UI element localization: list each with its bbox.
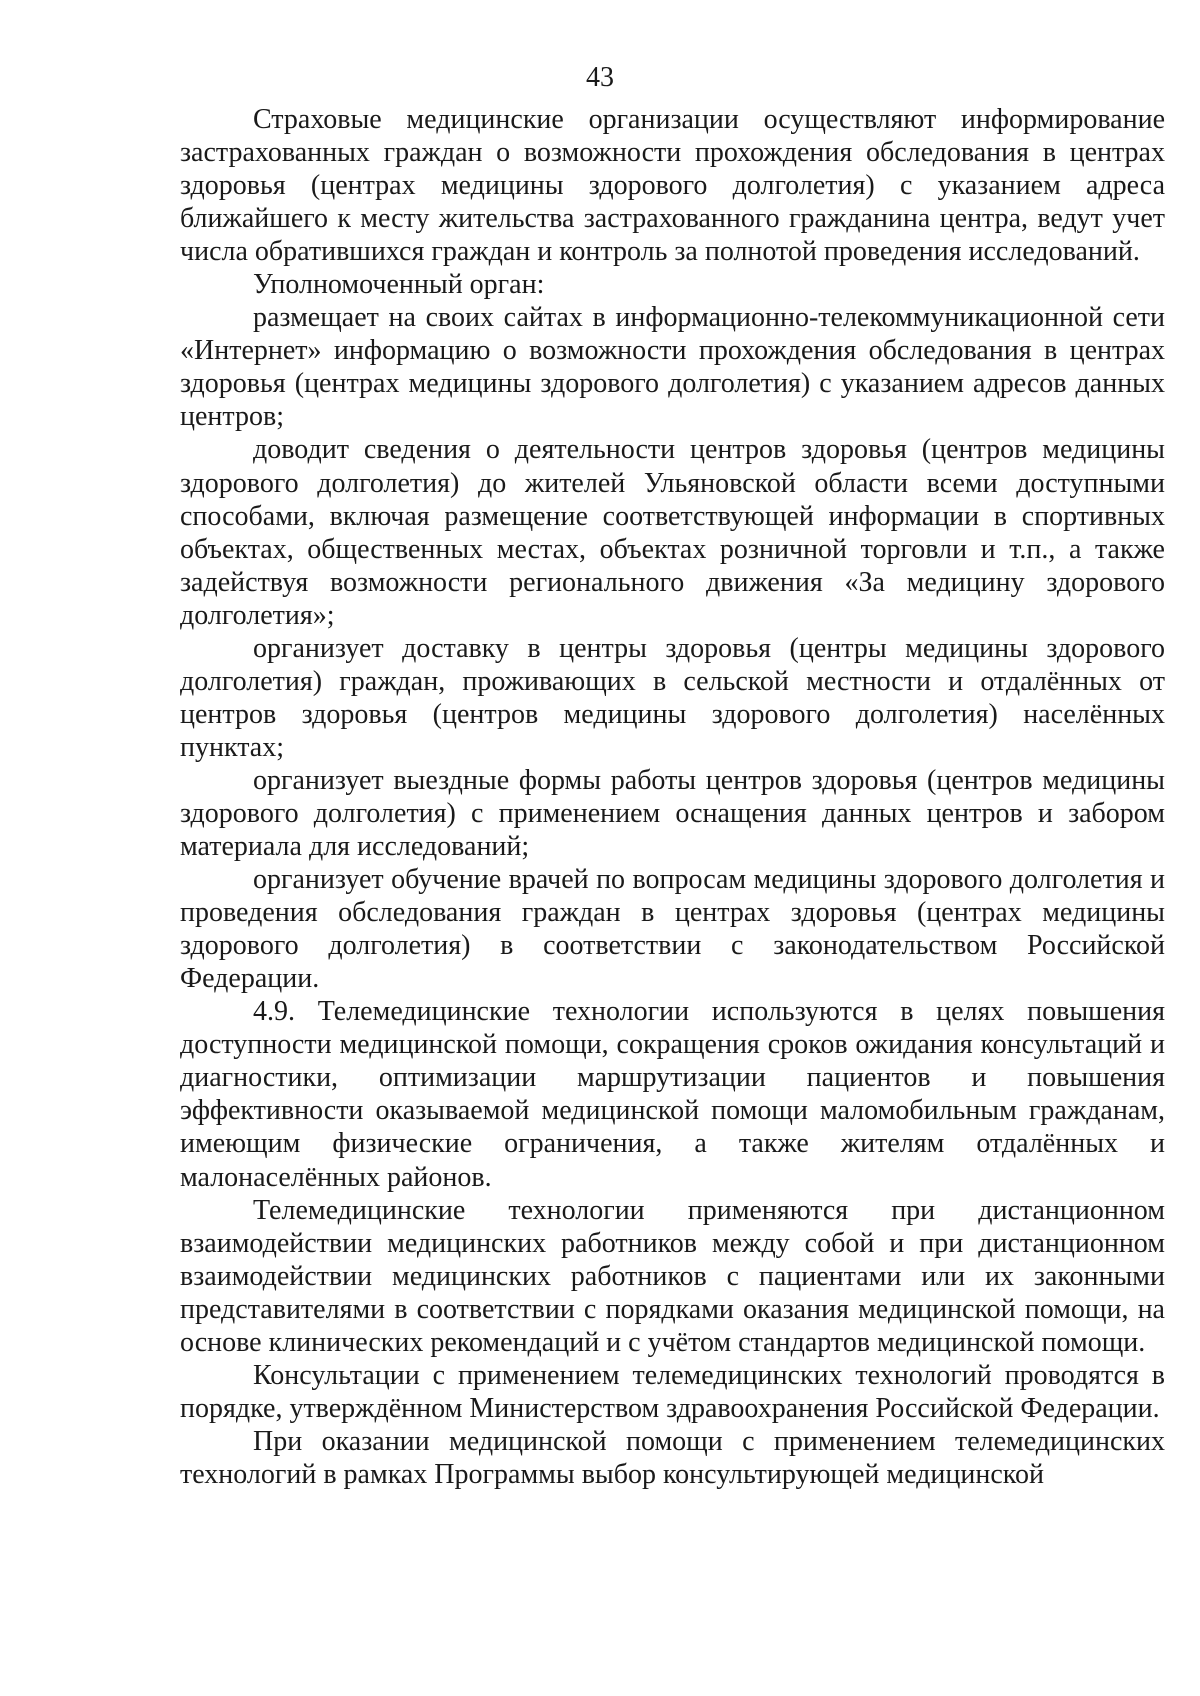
paragraph-publishes-on-websites: размещает на своих сайтах в информационно-телекоммуникационной сети «Интернет» информацию о возможности прохождения обследования в центрах здоровья (центрах медицины здорового долголетия) с указанием адресов данных центров; [180,302,1165,433]
paragraph-communicates-information: доводит сведения о деятельности центров здоровья (центров медицины здорового долголетия) до жителей Ульяновской области всеми доступными способами, включая размещение соответствующей информации в спортивных объектах, общественных местах, объектах розничной торговли и т.п., а также задействуя возможности регионального движения «За медицину здорового долголетия»; [180,434,1165,631]
paragraph-telemedicine-application: Телемедицинские технологии применяются при дистанционном взаимодействии медицинских работников между собой и при дистанционном взаимодействии медицинских работников с пациентами или их законными представителями в соответствии с порядками оказания медицинской помощи, на основе клинических рекомендаций и с учётом стандартов медицинской помощи. [180,1194,1165,1358]
paragraph-authorized-body: Уполномоченный орган: [253,269,545,301]
paragraph-consulting-organization-choice: При оказании медицинской помощи с применением телемедицинских технологий в рамках Программы выбор консультирующей медицинской [180,1425,1165,1490]
paragraph-organizes-delivery: организует доставку в центры здоровья (центры медицины здорового долголетия) граждан, проживающих в сельской местности и отдалённых от центров здоровья (центров медицины здорового долголетия) населённых пунктах; [180,632,1165,763]
paragraph-consultations-procedure: Консультации с применением телемедицинских технологий проводятся в порядке, утверждённом Министерством здравоохранения Российской Федерации. [180,1359,1165,1424]
page-number: 43 [586,62,614,93]
paragraph-insurers-informing: Страховые медицинские организации осуществляют информирование застрахованных граждан о возможности прохождения обследования в центрах здоровья (центрах медицины здорового долголетия) с указанием адреса ближайшего к месту жительства застрахованного гражданина центра, ведут учет числа обратившихся граждан и контроль за полнотой проведения исследований. [180,104,1165,268]
paragraph-mobile-work-forms: организует выездные формы работы центров здоровья (центров медицины здорового долголетия) с применением оснащения данных центров и забором материала для исследований; [180,764,1165,863]
document-body [180,103,1165,1491]
paragraph-doctor-training: организует обучение врачей по вопросам медицины здорового долголетия и проведения обследования граждан в центрах здоровья (центрах медицины здорового долголетия) в соответствии с законодательством Российской Федерации. [180,864,1165,995]
paragraph-section-4-9: 4.9. Телемедицинские технологии используются в целях повышения доступности медицинской помощи, сокращения сроков ожидания консультаций и диагностики, оптимизации маршрутизации пациентов и повышения эффективности оказываемой медицинской помощи маломобильным гражданам, имеющим физические ограничения, а также жителям отдалённых и малонаселённых районов. [180,996,1165,1193]
